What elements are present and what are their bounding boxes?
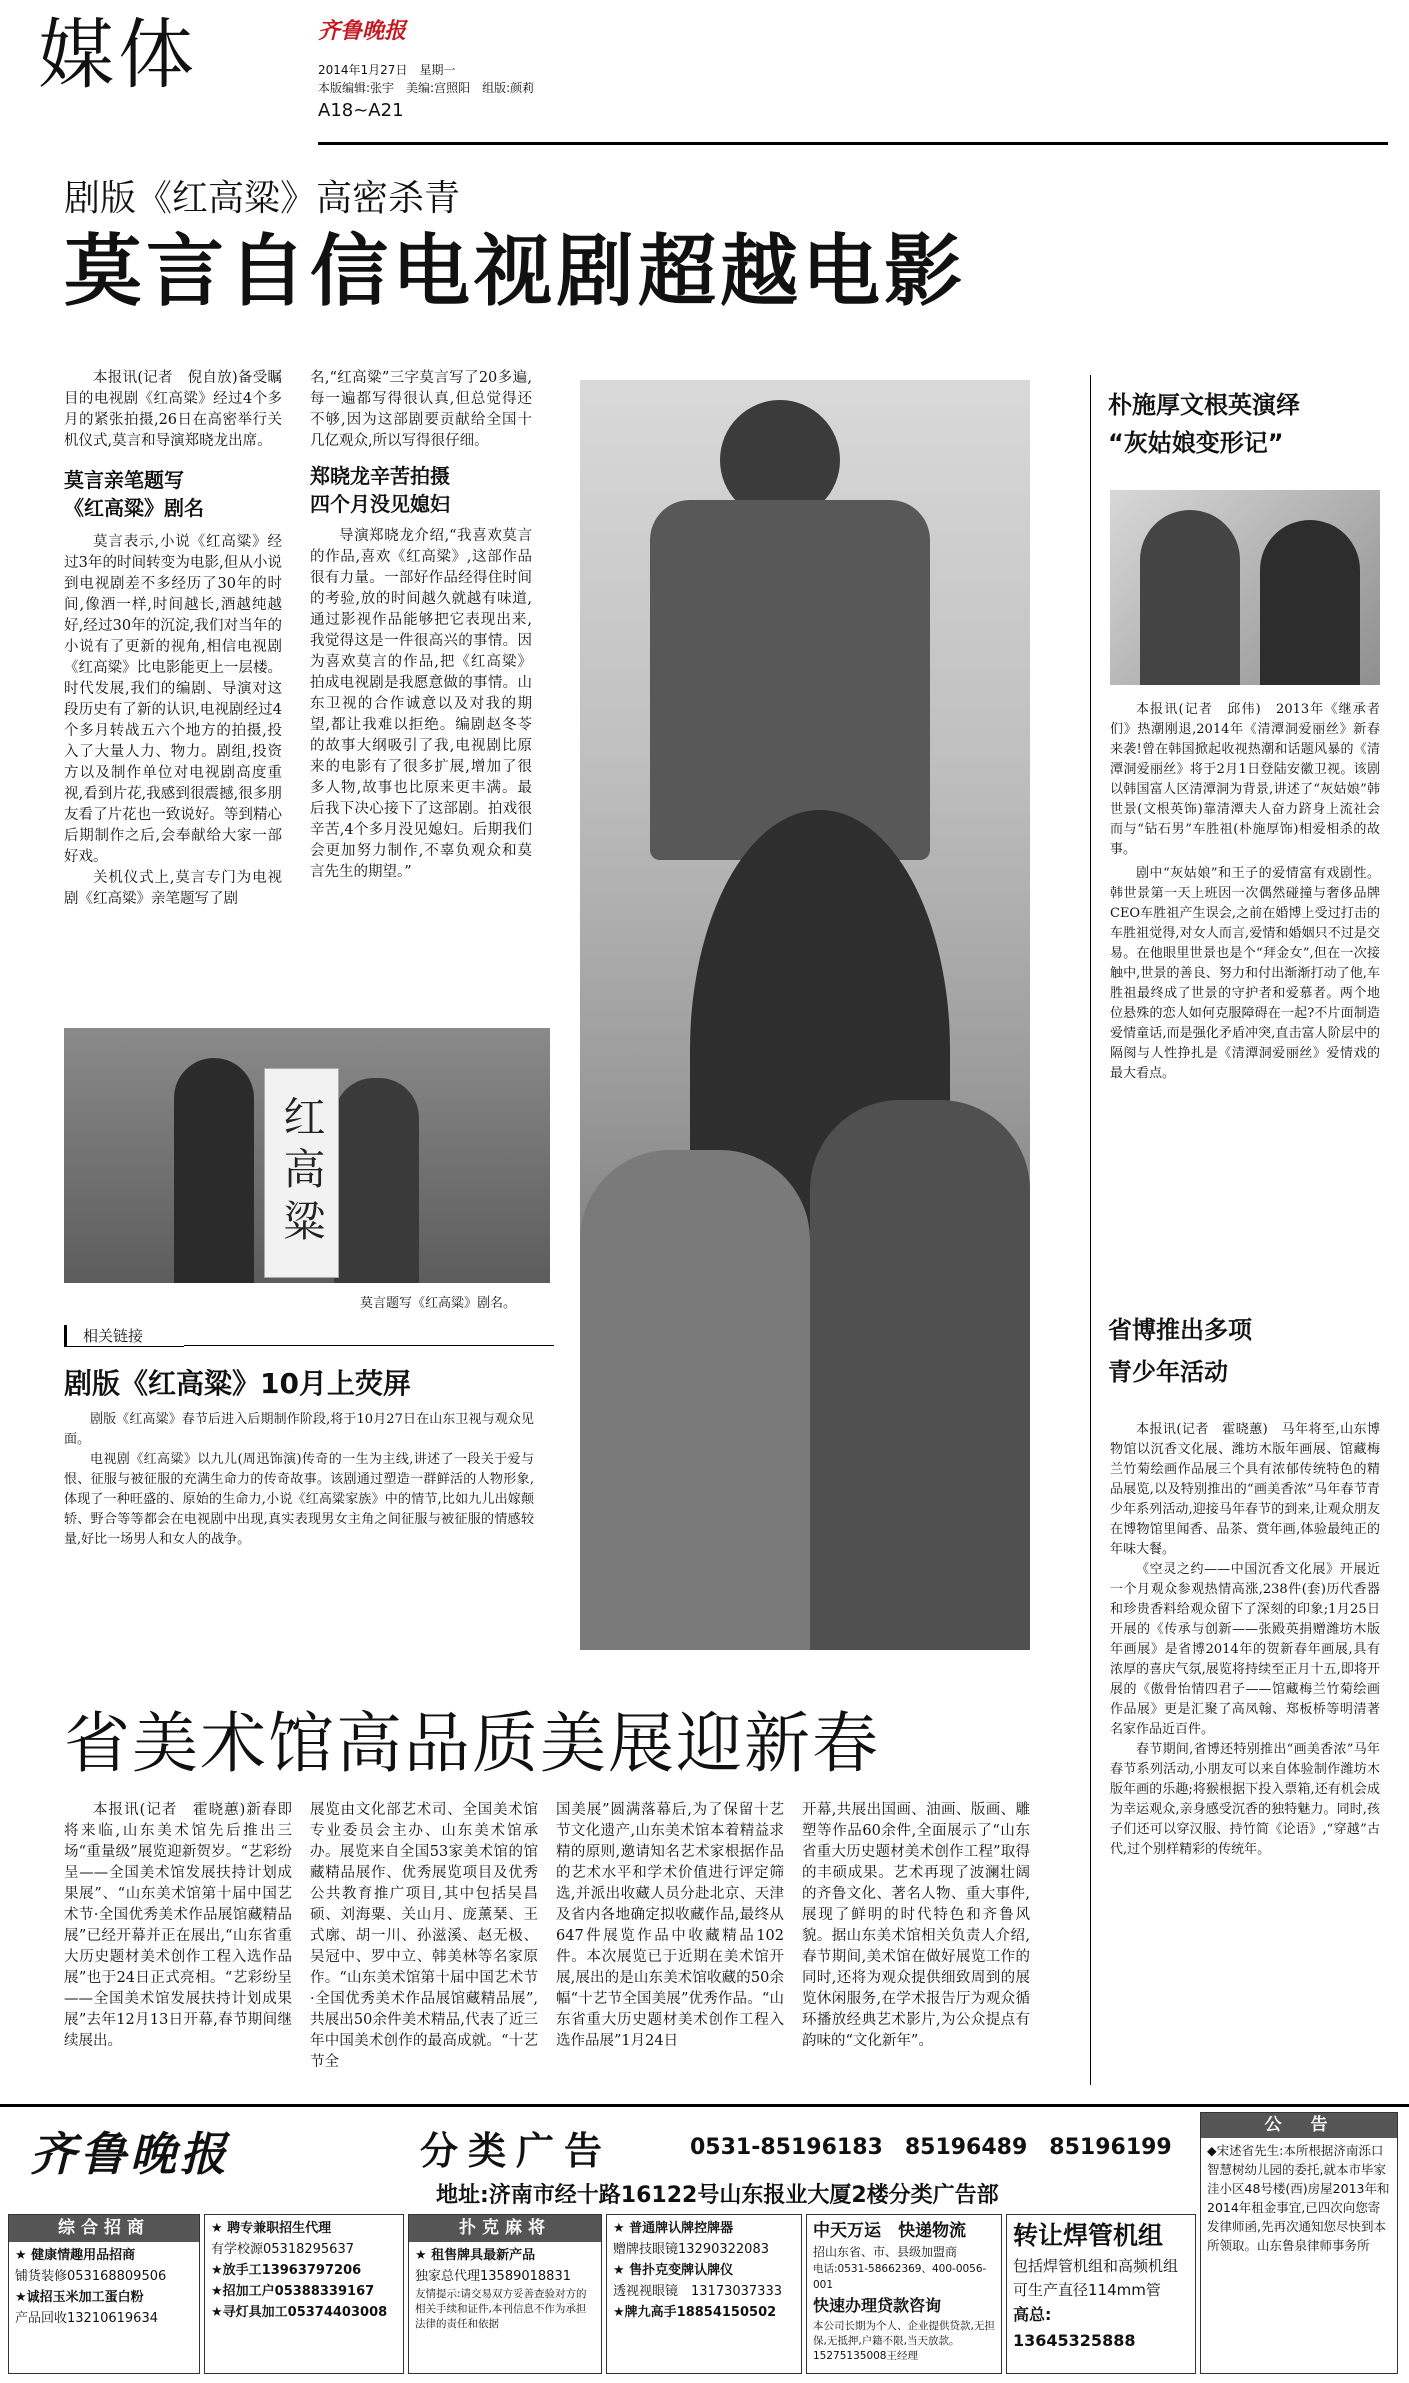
right1-paragraph: 剧中“灰姑娘”和王子的爱情富有戏剧性。韩世景第一天上班因一次偶然碰撞与奢侈品牌CEO车胜祖产生误会,之前在婚博上受过打击的车胜祖觉得,对女人而言,爱情和婚姻只不过是交易。在他眼里世景也是个“拜金女”,但在一次接触中,世景的善良、努力和付出渐渐打动了他,车胜祖最终成了世景的守护者和爱慕者。两个地位悬殊的恋人如何克服障碍在一起?不片面制造爱情童话,而是强化矛盾冲突,直击富人阶层中的隔阂与人性挣扎是《清潭洞爱丽丝》爱情戏的最大看点。 — [1110, 866, 1380, 1081]
art-col-3 — [556, 1800, 784, 2052]
ad-line: 转让焊管机组 — [1013, 2221, 1164, 2250]
ad-line: ★招加工户05388339167 — [211, 2284, 375, 2299]
ad-line: 高总: 13645325888 — [1013, 2305, 1136, 2350]
person-right — [334, 1078, 419, 1283]
ad-cell-logistics — [806, 2214, 1002, 2374]
ad-notice — [1200, 2112, 1398, 2374]
ad-cell-cards — [408, 2214, 602, 2374]
rider-body — [650, 500, 930, 860]
right-headline: “灰姑娘变形记” — [1108, 429, 1284, 457]
right2-paragraph: 《空灵之约——中国沉香文化展》开展近一个月观众参观热情高涨,238件(套)历代香器和珍贵香料给观众留下了深刻的印象;1月25日开展的《传承与创新——张殿英捐赠潍坊木版年画展》是省博2014年的贺新春年画展,具有浓厚的喜庆气氛,展览将持续至正月十五,即将开展的《傲骨怡情四君子——馆藏梅兰竹菊绘画作品展》更是汇聚了高凤翰、郑板桥等明清著名家作品近百件。 — [1110, 1562, 1380, 1737]
ad-line: 铺货装修053168809506 — [15, 2269, 167, 2284]
issue-date: 2014年1月27日 星期一 — [318, 63, 456, 77]
right-headline: 省博推出多项 — [1108, 1316, 1252, 1344]
ad-cell-pipe — [1006, 2214, 1196, 2374]
actress-figure — [580, 1150, 810, 1650]
related-body — [64, 1410, 534, 1550]
ad-line: ★ 租售牌具最新产品 — [415, 2248, 536, 2263]
signing-photo — [64, 1028, 550, 1283]
ad-line: 快速办理贷款咨询 — [813, 2296, 942, 2315]
related-headline: 剧版《红高粱》10月上荧屏 — [64, 1367, 411, 1400]
masthead-rule — [318, 142, 1388, 145]
ad-address: 地址:济南市经十路16122号山东报业大厦2楼分类广告部 — [436, 2183, 999, 2208]
editors-line: 本版编辑:张宇 美编:宫照阳 组版:颜莉 — [318, 81, 535, 95]
subhead: 《红高粱》剧名 — [64, 496, 204, 520]
ad-line: ★ 普通牌认牌控牌器 — [613, 2221, 734, 2236]
right1-paragraph: 本报讯(记者 邱伟) 2013年《继承者们》热潮刚退,2014年《清潭洞爱丽丝》新春来袭!曾在韩国掀起收视热潮和话题风暴的《清潭洞爱丽丝》将于2月1日登陆安徽卫视。该剧以韩国富人区清潭洞为背景,讲述了“灰姑娘”韩世景(文根英饰)靠清潭夫人奋力跻身上流社会而与“钻石男”车胜祖(朴施厚饰)相爱相杀的故事。 — [1110, 702, 1380, 857]
art-paragraph: 国美展”圆满落幕后,为了保留十艺节文化遗产,山东美术馆本着精益求精的原则,邀请知名艺术家根据作品的艺术水平和学术价值进行评定筛选,并派出收藏人员分赴北京、天津及省内各地确定拟收藏作品,最终从647件展览作品中收藏精品102件。本次展览已于近期在美术馆开展,展出的是山东美术馆收藏的50余幅“十艺节全国美展”优秀作品。“山东省重大历史题材美术创作工程入选作品展”1月24日 — [556, 1802, 784, 2049]
right2-paragraph: 本报讯(记者 霍晓蕙) 马年将至,山东博物馆以沉香文化展、潍坊木版年画展、馆藏梅兰竹菊绘画作品展三个具有浓郁传统特色的精品展览,以及特别推出的“画美香浓”马年春节青少年系列活动,迎接马年春节的到来,让观众朋友在博物馆里闻香、品茶、赏年画,体验最纯正的年味大餐。 — [1110, 1422, 1380, 1557]
ad-line: 产品回收13210619634 — [15, 2311, 158, 2326]
ad-line: ★ 健康情趣用品招商 — [15, 2248, 136, 2263]
related-paragraph: 电视剧《红高粱》以九儿(周迅饰演)传奇的一生为主线,讲述了一段关于爱与恨、征服与被征服的充满生命力的传奇故事。该剧通过塑造一群鲜活的人物形象,体现了一种旺盛的、原始的生命力,小说《红高粱家族》中的情节,比如九儿出嫁颠轿、野合等等都会在电视剧中出现,真实表现男女主角之间征服与被征服的情感较量,好比一场男人和女人的战争。 — [64, 1452, 534, 1547]
lead-paragraph: 关机仪式上,莫言专门为电视剧《红高粱》亲笔题写了剧 — [64, 870, 282, 907]
ad-line: 中天万运 快递物流 — [813, 2221, 966, 2241]
ad-line: 有学校源05318295637 — [211, 2242, 354, 2257]
subhead: 四个月没见媳妇 — [310, 492, 450, 516]
right2-paragraph: 春节期间,省博还特别推出“画美香浓”马年春节系列活动,小朋友可以来自体验制作潍坊木版年画的乐趣;将猴根据下投入票箱,还有机会成为幸运观众,亲身感受沉香的独特魅力。同时,孩子们还可以穿汉服、持竹简《论语》,“穿越”古代,过个别样精彩的传统年。 — [1110, 1742, 1380, 1857]
person-left — [174, 1058, 254, 1283]
ad-line: ★放手工13963797206 — [211, 2263, 362, 2278]
calligraphy-scroll: 红高粱 — [264, 1068, 339, 1278]
ad-title: 分类广告 — [420, 2129, 613, 2173]
ad-notice-head: 公 告 — [1201, 2113, 1397, 2138]
lead-kicker: 剧版《红高粱》高密杀青 — [64, 178, 461, 219]
ad-notice-text: ◆宋述省先生:本所根据济南泺口智慧树幼儿园的委托,就本市毕家洼小区48号楼(西)房屋2013年和2014年租金事宜,已四次向您寄发律师函,先再次通知您尽快到本所领取。山东鲁泉律师事务所 — [1207, 2143, 1390, 2253]
ad-line: ★ 聘专兼职招生代理 — [211, 2221, 332, 2236]
right-headline: 青少年活动 — [1108, 1358, 1228, 1386]
korean-drama-photo — [1110, 490, 1380, 685]
lead-paragraph: 导演郑晓龙介绍,“我喜欢莫言的作品,喜欢《红高粱》,这部作品很有力量。一部好作品经得住时间的考验,放的时间越久就越有味道,通过影视作品能够把它表现出来,我觉得这是一件很高兴的事情。因为喜欢莫言的作品,把《红高粱》拍成电视剧是我愿意做的事情。山东卫视的合作诚意以及对我的期望,都让我难以拒绝。编剧赵冬苓的故事大纲吸引了我,电视剧比原来的电影有了很多扩展,增加了很多人物,故事也比原来更丰满。最后我下决心接下了这部剧。拍戏很辛苦,4个多月没见媳妇。后期我们会更加努力制作,不辜负观众和莫言先生的期望。” — [310, 528, 532, 880]
lead-column-1 — [64, 368, 282, 910]
subhead: 郑晓龙辛苦拍摄 — [310, 464, 450, 488]
ad-line: 招山东省、市、县级加盟商 — [813, 2245, 958, 2259]
lead-paragraph: 莫言表示,小说《红高粱》经过3年的时间转变为电影,但从小说到电视剧差不多经历了30年的时间,像酒一样,时间越长,酒越纯越好,经过30年的沉淀,我们对当年的小说有了更新的视角,相信电视剧《红高粱》比电影能更上一层楼。时代发展,我们的编剧、导演对这段历史有了新的认识,电视剧经过4个多月转战五六个地方的拍摄,投入了大量人力、物力。剧组,投资方以及制作单位对电视剧高度重视,看到片花,我感到很震撼,很多朋友看了片花也一致说好。等到精心后期制作之后,会奉献给大家一部好戏。 — [64, 534, 282, 865]
ad-cell-recruit — [8, 2214, 200, 2374]
right1-body — [1110, 700, 1380, 1084]
actor-figure — [810, 1100, 1030, 1650]
subhead: 莫言亲笔题写 — [64, 468, 184, 492]
ad-line: ★诚招玉米加工蛋白粉 — [15, 2290, 144, 2305]
ad-line: 赠牌技眼镜13290322083 — [613, 2242, 769, 2257]
related-paragraph: 剧版《红高粱》春节后进入后期制作阶段,将于10月27日在山东卫视与观众见面。 — [64, 1412, 534, 1447]
art-paragraph: 展览由文化部艺术司、全国美术馆专业委员会主办、山东美术馆承办。展览来自全国53家美术馆的馆藏精品展作、优秀展览项目及优秀公共教育推广项目,其中包括吴昌硕、刘海粟、关山月、庞薰琹、王式廓、胡一川、孙滋溪、赵无极、吴冠中、罗中立、韩美林等名家原作。“山东美术馆第十届中国艺术节·全国优秀美术作品展馆藏精品展”,共展出50余件美术精品,代表了近三年中国美术创作的最高成就。“十艺节全 — [310, 1802, 538, 2070]
ad-phones: 0531-85196183 85196489 85196199 — [690, 2135, 1172, 2160]
signing-photo-caption: 莫言题写《红高粱》剧名。 — [360, 1296, 517, 1311]
actor-figure — [1140, 510, 1240, 685]
right2-body — [1110, 1420, 1380, 1860]
lead-paragraph: 本报讯(记者 倪自放)备受瞩目的电视剧《红高粱》经过4个多月的紧张拍摄,26日在高密举行关机仪式,莫言和导演郑晓龙出席。 — [64, 370, 282, 449]
art-col-1 — [64, 1800, 292, 2052]
page-range: A18~A21 — [318, 100, 404, 121]
ad-cell-head: 综合招商 — [9, 2215, 199, 2242]
ad-line: 透视视眼镜 13173037333 — [613, 2284, 782, 2299]
ad-line: 电话:0531-58662369、400-0056-001 — [813, 2263, 987, 2291]
ad-cell-devices — [606, 2214, 802, 2374]
art-paragraph: 开幕,共展出国画、油画、版画、雕塑等作品60余件,全面展示了“山东省重大历史题材美术创作工程”取得的丰硕成果。艺术再现了波澜壮阔的齐鲁文化、著名人物、重大事件,展现了鲜明的时代特色和齐鲁风貌。据山东美术馆相关负责人介绍,春节期间,美术馆在做好展览工作的同时,还将为观众提供细致周到的展览休闲服务,在学术报告厅为观众循环播放经典艺术影片,为公众提点有韵味的“文化新年”。 — [802, 1802, 1030, 2049]
lead-paragraph: 名,“红高粱”三字莫言写了20多遍,每一遍都写得很认真,但总觉得还不够,因为这部剧要贡献给全国十几亿观众,所以写得很仔细。 — [310, 370, 532, 449]
lead-headline: 莫言自信电视剧超越电影 — [64, 227, 967, 317]
ad-line: 独家总代理13589018831 — [415, 2269, 571, 2284]
art-col-2 — [310, 1800, 538, 2073]
art-col-4 — [802, 1800, 1030, 2052]
ad-line: ★寻灯具加工05374403008 — [211, 2305, 388, 2320]
section-title: 媒体 — [38, 10, 198, 99]
art-paragraph: 本报讯(记者 霍晓蕙)新春即将来临,山东美术馆先后推出三场“重量级”展览迎新贺岁。“艺彩纷呈——全国美术馆发展扶持计划成果展”、“山东美术馆第十届中国艺术节·全国优秀美术作品展馆藏精品展”已经开幕并正在展出,“山东省重大历史题材美术创作工程入选作品展”也于24日正式亮相。“艺彩纷呈——全国美术馆发展扶持计划成果展”去年12月13日开幕,春节期间继续展出。 — [64, 1802, 292, 2049]
ad-line: ★牌九高手18854150502 — [613, 2305, 777, 2320]
related-rule — [184, 1345, 554, 1346]
ad-line: ★ 售扑克变牌认牌仪 — [613, 2263, 734, 2278]
related-link-label: 相关链接 — [64, 1325, 184, 1347]
paper-logo: 齐鲁晚报 — [318, 18, 407, 44]
ad-line: 包括焊管机组和高频机组可生产直径114mm管 — [1013, 2257, 1179, 2299]
ad-logo: 齐鲁晚报 — [30, 2127, 230, 2181]
ad-cell-agents — [204, 2214, 404, 2374]
drama-still-photo — [580, 380, 1030, 1650]
ad-line: 本公司长期为个人、企业提供贷款,无担保,无抵押,户籍不限,当天放款。15275135008王经理 — [813, 2320, 995, 2362]
ad-band-rule — [0, 2104, 1409, 2107]
ad-line: 友情提示:请交易双方妥善查验对方的相关手续和证件,本刊信息不作为承担法律的责任和依据 — [415, 2288, 587, 2330]
ad-cell-head: 扑克麻将 — [409, 2215, 601, 2242]
right-column-divider — [1090, 375, 1091, 2085]
lead-column-2 — [310, 368, 532, 883]
right-headline: 朴施厚文根英演绎 — [1108, 391, 1300, 419]
art-headline: 省美术馆高品质美展迎新春 — [64, 1705, 880, 1782]
actress-figure — [1260, 520, 1360, 685]
